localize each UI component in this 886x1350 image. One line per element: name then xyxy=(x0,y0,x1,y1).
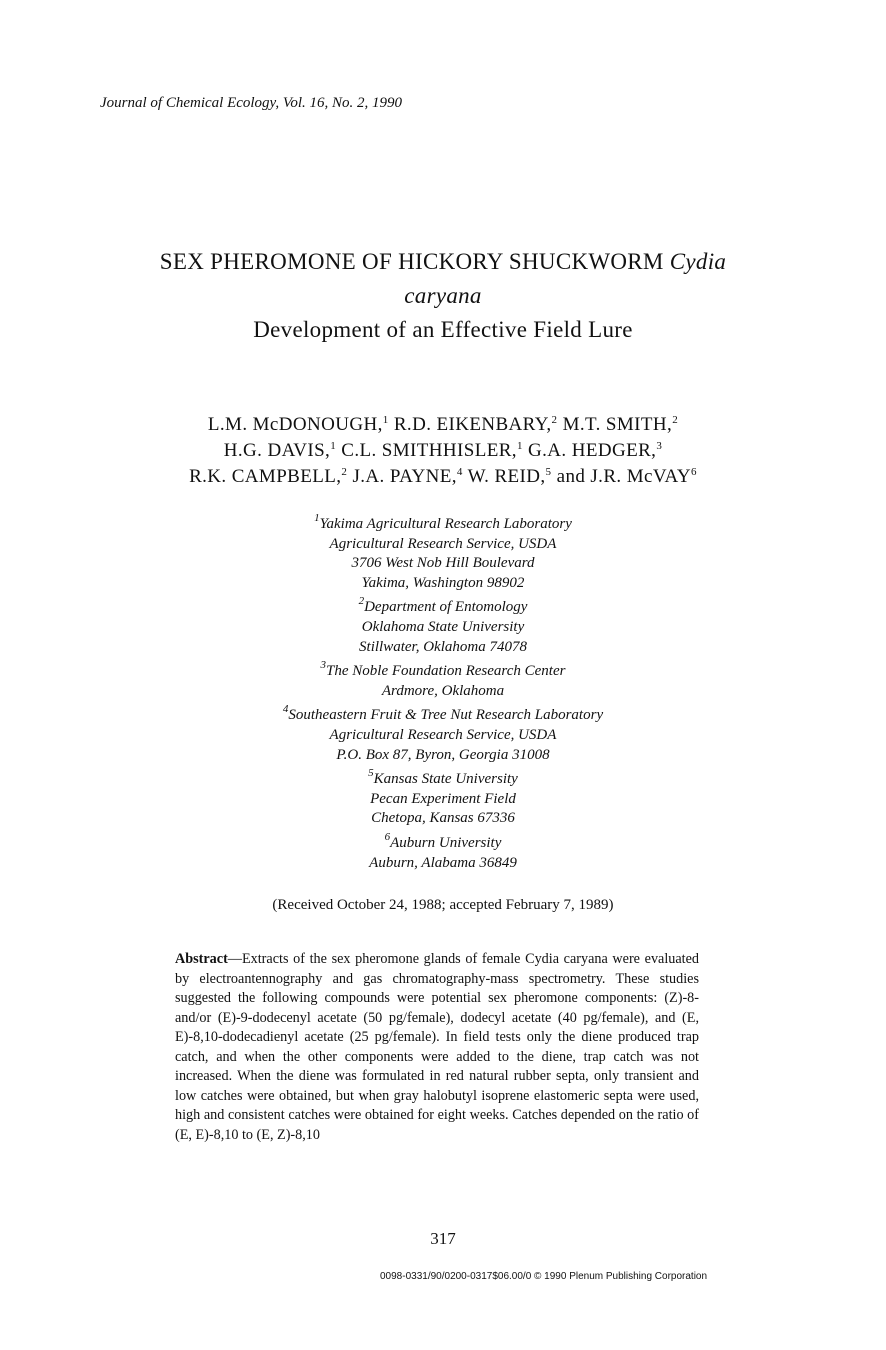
affiliation xyxy=(0,659,886,701)
author-name: R.K. CAMPBELL, xyxy=(189,466,342,487)
affiliation-line xyxy=(0,703,886,726)
affiliation-text: The Noble Foundation Research Center xyxy=(326,663,566,680)
author-name: L.M. McDONOUGH, xyxy=(207,414,383,435)
affiliation-line: Auburn, Alabama 36849 xyxy=(369,854,517,871)
author-line xyxy=(0,438,886,464)
affiliation-line xyxy=(0,830,886,854)
affiliation-number: 5 xyxy=(368,767,374,780)
affiliations xyxy=(0,512,886,878)
affiliation-line: Yakima, Washington 98902 xyxy=(361,574,525,591)
author-name: W. REID, xyxy=(467,466,546,487)
author-affiliation-mark: 6 xyxy=(691,466,697,478)
affiliation-line: Oklahoma State University xyxy=(361,618,525,635)
affiliation-text: Kansas State University xyxy=(373,771,518,788)
article-title xyxy=(0,245,886,347)
affiliation-line: Ardmore, Oklahoma xyxy=(381,682,505,699)
affiliation-number: 1 xyxy=(314,512,320,524)
author-affiliation-mark: 1 xyxy=(516,440,523,452)
affiliation xyxy=(0,703,886,765)
affiliation xyxy=(0,512,886,593)
affiliation-line: P.O. Box 87, Byron, Georgia 31008 xyxy=(336,746,550,763)
affiliation-line xyxy=(0,512,886,535)
title-species: caryana xyxy=(404,283,482,308)
author-name: and J.R. McVAY xyxy=(556,466,692,487)
affiliation-line: Pecan Experiment Field xyxy=(370,790,516,807)
affiliation-text: Southeastern Fruit & Tree Nut Research Laboratory xyxy=(288,707,604,724)
affiliation-line xyxy=(0,659,886,682)
author-name: G.A. HEDGER, xyxy=(528,440,657,461)
author-affiliation-mark: 2 xyxy=(672,414,679,426)
author-list xyxy=(0,412,886,490)
author-affiliation-mark: 2 xyxy=(551,414,558,426)
affiliation-line: 3706 West Nob Hill Boulevard xyxy=(351,555,535,572)
title-genus: Cydia xyxy=(669,249,727,274)
affiliation xyxy=(0,767,886,829)
title-line-1 xyxy=(0,245,886,279)
abstract-label: Abstract xyxy=(175,951,228,967)
affiliation-number: 2 xyxy=(358,595,365,608)
affiliation-number: 6 xyxy=(384,830,391,843)
affiliation-text: Department of Entomology xyxy=(364,599,528,616)
page-number: 317 xyxy=(430,1229,456,1248)
author-affiliation-mark: 3 xyxy=(656,440,663,452)
affiliation-line: Chetopa, Kansas 67336 xyxy=(371,810,515,827)
affiliation-number: 3 xyxy=(320,659,327,672)
affiliation-line: Agricultural Research Service, USDA xyxy=(329,726,557,743)
author-name: J.A. PAYNE, xyxy=(352,466,457,487)
affiliation-number: 4 xyxy=(282,703,289,716)
affiliation-line xyxy=(0,595,886,618)
author-name: M.T. SMITH, xyxy=(562,414,673,435)
copyright-line: 0098-0331/90/0200-0317$06.00/0 © 1990 Plenum Publishing Corporation xyxy=(380,1271,708,1282)
affiliation xyxy=(0,830,886,873)
author-affiliation-mark: 4 xyxy=(456,466,463,478)
author-name: H.G. DAVIS, xyxy=(223,440,331,461)
author-line xyxy=(0,464,886,490)
author-affiliation-mark: 5 xyxy=(545,466,552,478)
author-affiliation-mark: 2 xyxy=(341,466,348,478)
author-name: C.L. SMITHHISLER, xyxy=(341,440,517,461)
affiliation-line: Agricultural Research Service, USDA xyxy=(329,535,557,552)
affiliation-line xyxy=(0,767,886,790)
affiliation-text: Auburn University xyxy=(390,834,502,851)
article-subtitle: Development of an Effective Field Lure xyxy=(253,317,633,342)
abstract xyxy=(175,950,699,1145)
affiliation xyxy=(0,595,886,657)
author-affiliation-mark: 1 xyxy=(330,440,337,452)
title-text: SEX PHEROMONE OF HICKORY SHUCKWORM xyxy=(159,249,664,274)
journal-citation: Journal of Chemical Ecology, Vol. 16, No. 2, 1990 xyxy=(100,95,403,111)
received-dates: (Received October 24, 1988; accepted February 7, 1989) xyxy=(272,897,614,913)
author-affiliation-mark: 1 xyxy=(382,414,389,426)
abstract-text: —Extracts of the sex pheromone glands of female Cydia caryana were evaluated by electroantennography and gas chromatography-mass spectrometry. These studies suggested the following compounds were potential sex pheromone components: (Z)-8- and/or (E)-9-dodecenyl acetate (50 pg/female), dodecyl acetate (40 pg/female), and (E, E)-8,10-dodecadienyl acetate (25 pg/female). In field tests only the diene produced trap catch, and when the other components were added to the diene, trap catch was not increased. When the diene was formulated in red natural rubber septa, only transient and low catches were obtained, but when gray halobutyl isoprene elastomeric septa were used, high and consistent catches were obtained for eight weeks. Catches depended on the ratio of (E, E)-8,10 to (E, Z)-8,10 xyxy=(175,951,699,1143)
affiliation-text: Yakima Agricultural Research Laboratory xyxy=(319,516,572,532)
author-line xyxy=(0,412,886,438)
author-name: R.D. EIKENBARY, xyxy=(393,414,552,435)
affiliation-line: Stillwater, Oklahoma 74078 xyxy=(359,638,527,655)
